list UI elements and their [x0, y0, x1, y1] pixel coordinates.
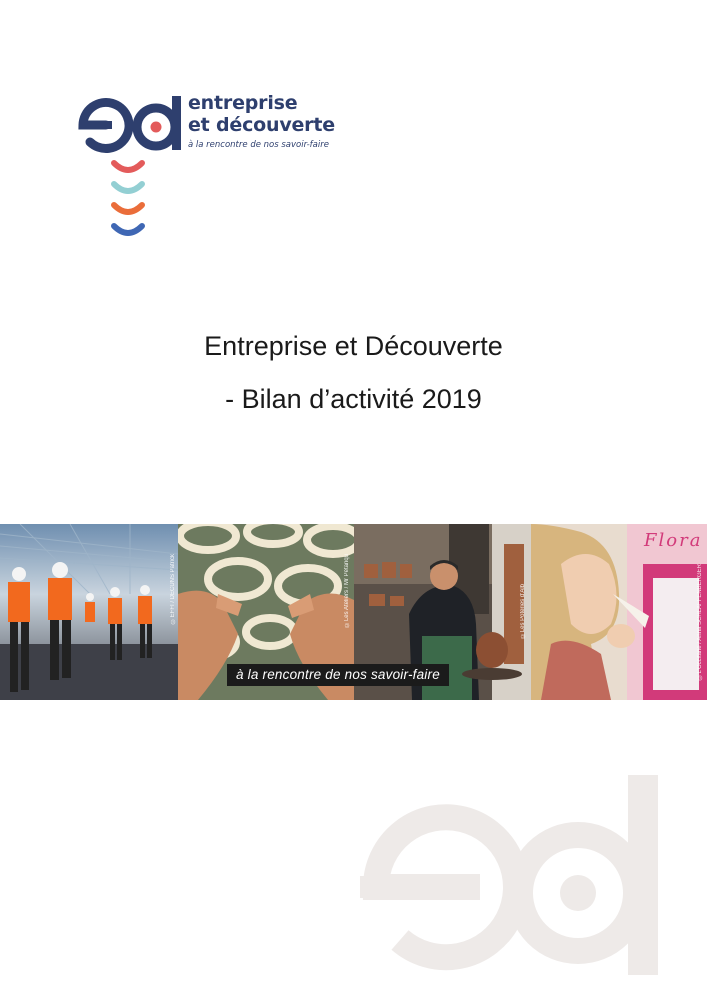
- logo-wordmark: [188, 92, 335, 150]
- flora-sign: Flora: [644, 530, 703, 551]
- document-title: Entreprise et Découverte: [204, 331, 503, 361]
- photo-credit-3: ©Les Poteries d'Alb: [520, 584, 526, 639]
- photo-site-visit-image: [0, 524, 178, 700]
- photo-site-visit: [0, 524, 178, 700]
- photo-perfume: [531, 524, 707, 700]
- ed-logo-mark-icon: [76, 92, 186, 242]
- logo-tagline: à la rencontre de nos savoir-faire: [188, 140, 329, 150]
- photo-credit-4: ©L'Occitane / Anna SCHLAFFENBERGER: [697, 564, 703, 680]
- company-logo: [76, 92, 376, 242]
- logo-text-line1: entreprise: [188, 92, 298, 114]
- banner-caption: à la rencontre de nos savoir-faire: [227, 664, 449, 686]
- ed-watermark-icon: [330, 775, 670, 975]
- logo-text-line2: et découverte: [188, 114, 335, 136]
- document-subtitle: - Bilan d’activité 2019: [225, 384, 482, 414]
- photo-credit-2: ©Les Ateliers / Mr Pétanqu: [344, 554, 350, 628]
- photo-credit-1: ©EFFI / DECUNS Patrick: [170, 554, 176, 624]
